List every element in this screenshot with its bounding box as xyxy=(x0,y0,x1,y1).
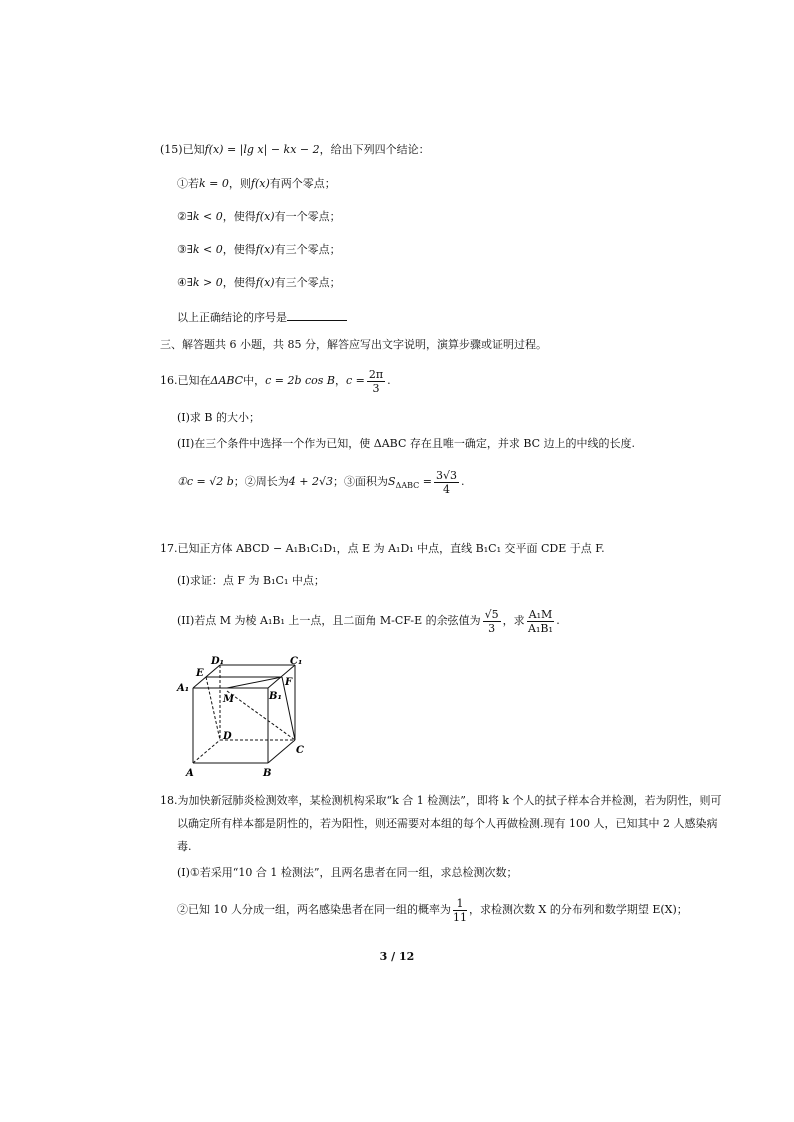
q16-fraction: $\frac{2\pi}{3}$ xyxy=(368,367,384,395)
label-e: E xyxy=(196,668,204,679)
q17-ratio-fraction: $\frac{\text{A₁M}}{\text{A₁B₁}}$ xyxy=(528,607,553,635)
section-3-heading: 三、解答题共 6 小题，共 85 分，解答应写出文字说明，演算步骤或证明过程。 xyxy=(160,338,547,351)
label-a1: A₁ xyxy=(177,683,190,694)
label-c: C xyxy=(296,745,304,756)
answer-blank xyxy=(287,310,347,321)
q15-item-2: ②∃k < 0，使得f(x)有一个零点； xyxy=(177,210,341,223)
label-c1: C₁ xyxy=(290,656,303,667)
q18-line3: 毒. xyxy=(177,840,192,853)
q18-line1: 18.为加快新冠肺炎检测效率，某检测机构采取“k 合 1 检测法”，即将 k 个人的拭子样本合并检测，若为阴性，则可 xyxy=(160,794,722,807)
q17-cos-fraction: $\frac{√5}{3}$ xyxy=(484,607,499,635)
q15-item-3: ③∃k < 0，使得f(x)有三个零点； xyxy=(177,243,341,256)
q16-conditions: ①c = √2 b；②周长为4 + 2√3；③面积为$S_{\Delta ABC}$ = $\frac{3√3}{4}$ . xyxy=(177,468,465,496)
q16-stem: 16.已知在ΔABC中，c = 2b cos B，c = $\frac{2\pi}{3}$ . xyxy=(160,367,391,395)
q15-item-4: ④∃k > 0，使得f(x)有三个零点； xyxy=(177,276,341,289)
label-m: M xyxy=(223,694,235,705)
label-b: B xyxy=(263,768,272,779)
label-d: D xyxy=(223,731,232,742)
label-b1: B₁ xyxy=(269,691,282,702)
q15-answer-prompt: 以上正确结论的序号是 xyxy=(177,310,347,325)
q18-probability-fraction: $\frac{1}{11}$ xyxy=(453,896,467,924)
segment-mc xyxy=(227,691,295,740)
q18-part2: ②已知 10 人分成一组，两名感染患者在同一组的概率为 $\frac{1}{11}$ ，求检测次数 X 的分布列和数学期望 E(X)； xyxy=(177,896,688,924)
cube-figure xyxy=(175,655,315,780)
page-number: 3 / 12 xyxy=(379,950,415,963)
q17-part2: (II)若点 M 为棱 A₁B₁ 上一点，且二面角 M-CF-E 的余弦值为 $\frac{√5}{3}$ ，求 $\frac{\text{A₁M}}{\text{A₁B₁}}$ . xyxy=(177,607,560,635)
q15-item-1: ①若k = 0，则f(x)有两个零点； xyxy=(177,177,336,190)
label-d1: D₁ xyxy=(211,656,225,667)
q18-line2: 以确定所有样本都是阴性的，若为阳性，则还需要对本组的每个人再做检测.现有 100 人，已知其中 2 人感染病 xyxy=(177,817,718,830)
label-f: F xyxy=(285,677,293,688)
label-a: A xyxy=(186,768,194,779)
q16-area-fraction: $\frac{3√3}{4}$ xyxy=(435,468,457,496)
segment-ed xyxy=(206,677,220,740)
edge-bc xyxy=(268,740,295,763)
q16-part2: (II)在三个条件中选择一个作为已知，使 ΔABC 存在且唯一确定，并求 BC 边上的中线的长度. xyxy=(177,437,636,450)
q15-intro: (15)已知f(x) = |lg x| − kx − 2，给出下列四个结论： xyxy=(160,143,430,156)
edge-ad xyxy=(193,740,220,763)
q16-part1: (I)求 B 的大小； xyxy=(177,411,261,424)
q17-part1: (I)求证：点 F 为 B₁C₁ 中点； xyxy=(177,574,325,587)
q17-stem: 17.已知正方体 ABCD − A₁B₁C₁D₁，点 E 为 A₁D₁ 中点，直线 B₁C₁ 交平面 CDE 于点 F. xyxy=(160,542,605,555)
q18-part1: (I)①若采用“10 合 1 检测法”，且两名患者在同一组，求总检测次数； xyxy=(177,866,518,879)
